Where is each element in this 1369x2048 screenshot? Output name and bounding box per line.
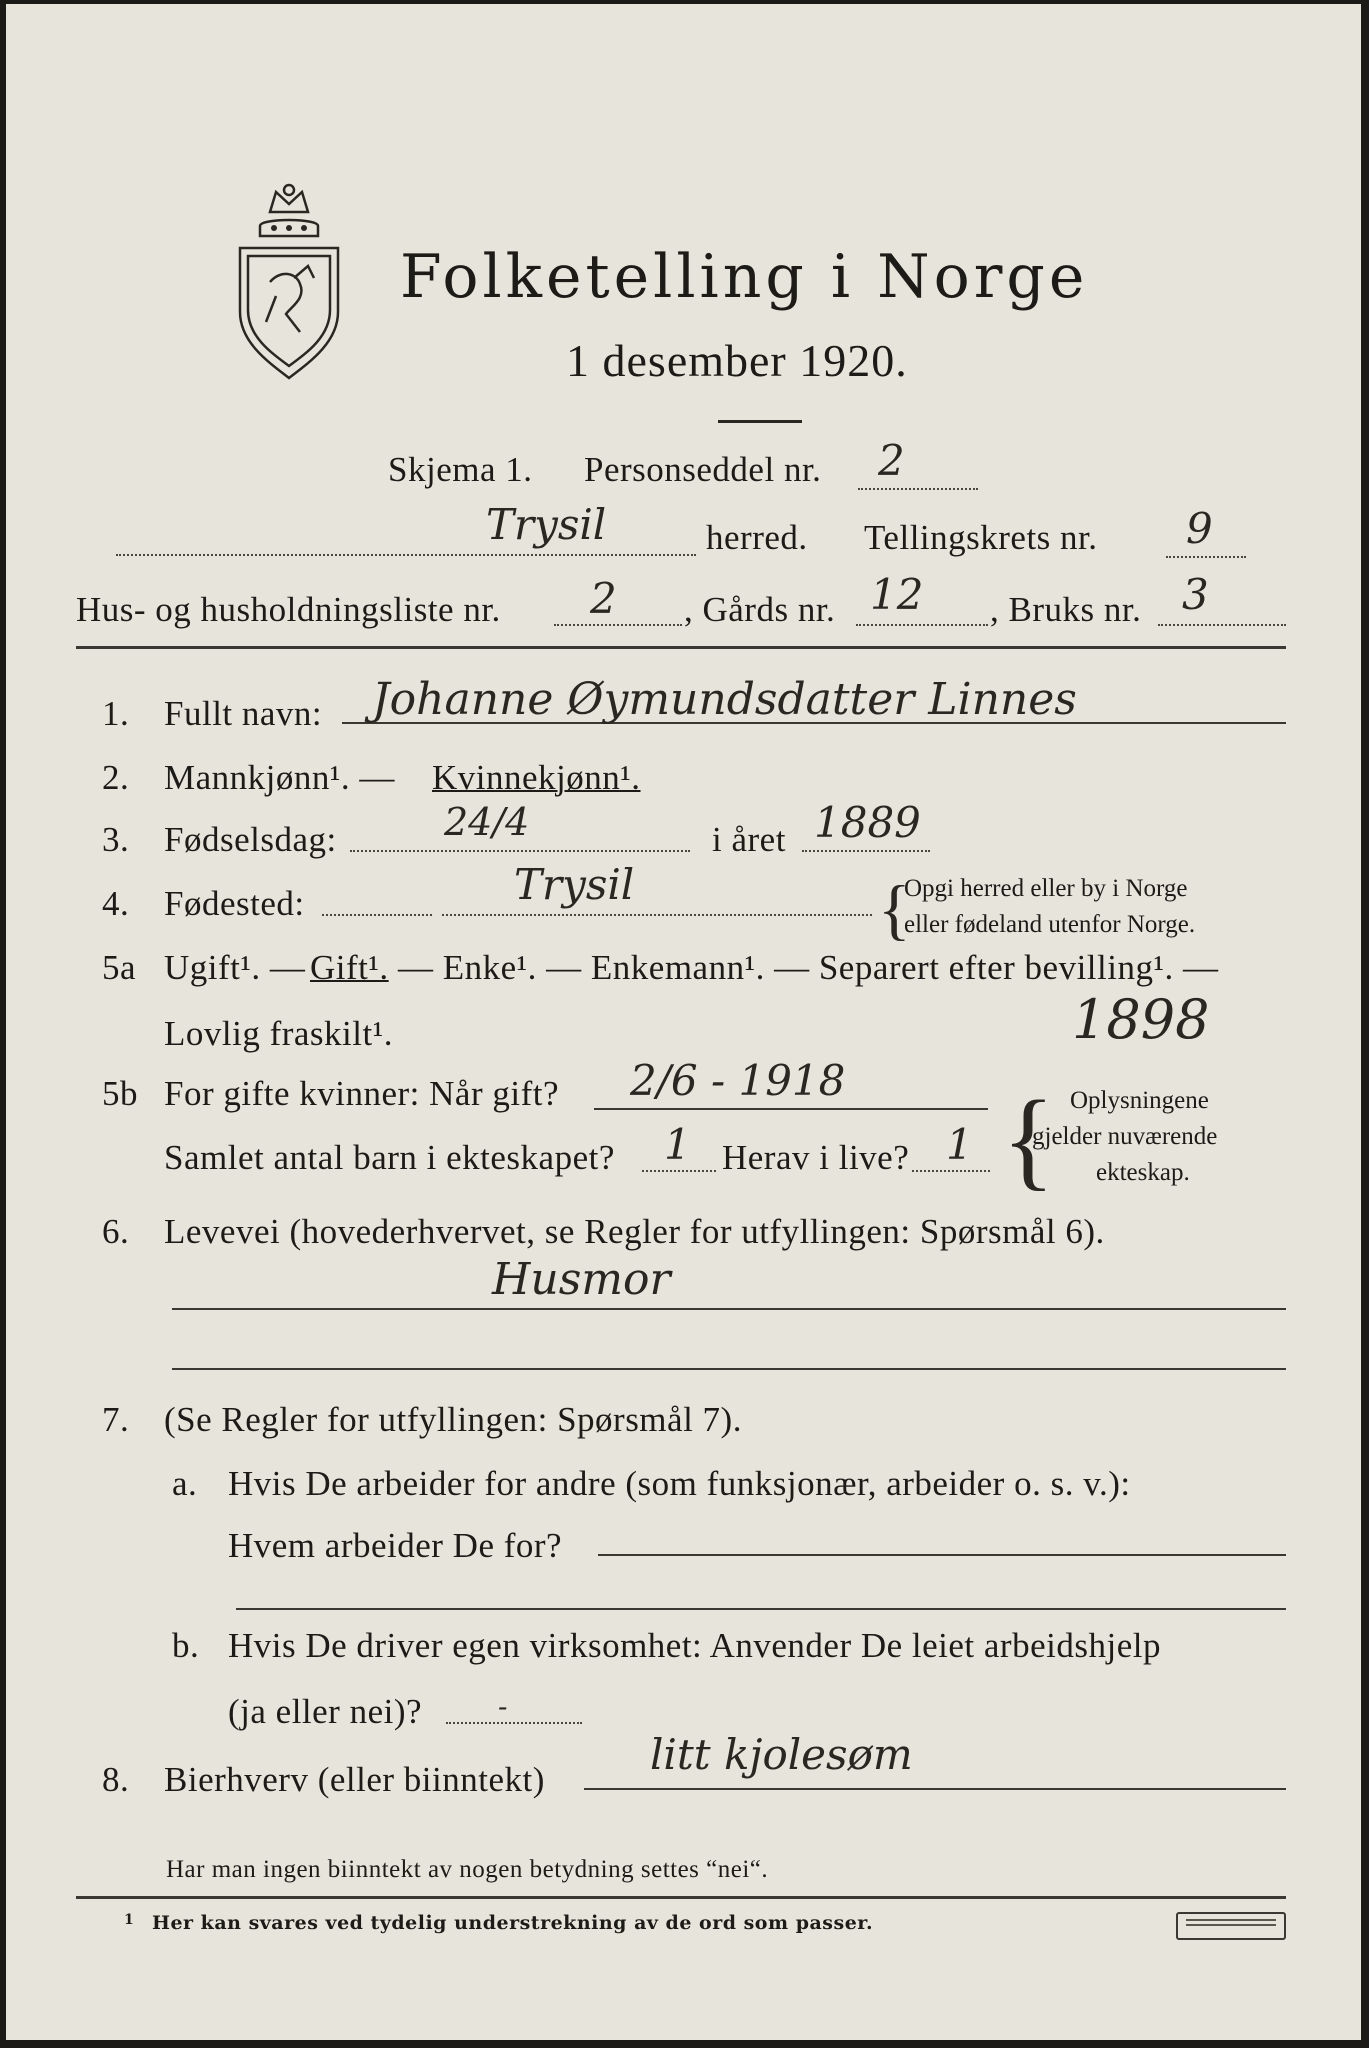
- q8-number: 8.: [102, 1760, 130, 1799]
- children-value[interactable]: 1: [664, 1120, 691, 1169]
- birthplace-line-b: [442, 914, 872, 916]
- personseddel-value[interactable]: 2: [878, 436, 905, 485]
- q4-label: Fødested:: [164, 884, 305, 923]
- q1-number: 1.: [102, 694, 130, 733]
- q6-label: Levevei (hovederhvervet, se Regler for utfyllingen: Spørsmål 6).: [164, 1212, 1105, 1251]
- status-gift-option[interactable]: Gift¹.: [310, 948, 389, 987]
- q5b-label: For gifte kvinner: Når gift?: [164, 1074, 560, 1113]
- header-separator: [76, 646, 1286, 649]
- hus-line: [554, 624, 682, 626]
- bruks-label: , Bruks nr.: [990, 590, 1142, 629]
- margin-note-year: 1898: [1072, 988, 1210, 1051]
- gender-female-option[interactable]: Kvinnekjønn¹.: [432, 758, 641, 797]
- year-label: i året: [712, 820, 786, 859]
- hus-value[interactable]: 2: [590, 574, 617, 623]
- q7-number: 7.: [102, 1400, 130, 1439]
- q4-note-1: Opgi herred eller by i Norge: [904, 875, 1188, 902]
- status-ugift-option[interactable]: Ugift¹. —: [164, 948, 306, 987]
- personseddel-label: Personseddel nr.: [584, 450, 822, 489]
- herred-line: [116, 554, 696, 556]
- printer-stamp: [1176, 1912, 1286, 1940]
- employer-line: [598, 1554, 1286, 1556]
- census-date: 1 desember 1920.: [566, 335, 908, 386]
- gards-value[interactable]: 12: [870, 570, 924, 619]
- tellingskrets-label: Tellingskrets nr.: [864, 518, 1098, 557]
- side-income-line: [584, 1788, 1286, 1790]
- marriage-date-line: [594, 1108, 988, 1110]
- children-line: [642, 1170, 716, 1172]
- alive-line: [912, 1170, 990, 1172]
- q4-note-2: eller fødeland utenfor Norge.: [904, 911, 1196, 938]
- hus-label: Hus- og husholdningsliste nr.: [76, 590, 501, 629]
- side-income-value[interactable]: litt kjolesøm: [650, 1730, 913, 1779]
- biinntekt-note: Har man ingen biinntekt av nogen betydning settes “nei“.: [166, 1856, 769, 1883]
- gards-label: , Gårds nr.: [684, 590, 836, 629]
- bruks-value[interactable]: 3: [1182, 570, 1209, 619]
- q4-brace: {: [878, 871, 911, 947]
- alive-label: Herav i live?: [722, 1138, 910, 1177]
- employer-line-2: [236, 1608, 1286, 1610]
- q5b-note-1: Oplysningene: [1070, 1087, 1209, 1114]
- q7b-number: b.: [172, 1626, 200, 1665]
- herred-value[interactable]: Trysil: [486, 500, 607, 549]
- children-label: Samlet antal barn i ekteskapet?: [164, 1138, 615, 1177]
- birthday-value[interactable]: 24/4: [444, 800, 530, 844]
- bruks-line: [1158, 624, 1286, 626]
- form-title: Folketelling i Norge: [400, 242, 1089, 312]
- marriage-date-value[interactable]: 2/6 - 1918: [630, 1056, 846, 1105]
- q4-number: 4.: [102, 884, 130, 923]
- q5b-number: 5b: [102, 1074, 138, 1113]
- q3-label: Fødselsdag:: [164, 820, 337, 859]
- q6-line-1: [172, 1308, 1286, 1310]
- herred-label: herred.: [706, 518, 808, 557]
- q5b-note-3: ekteskap.: [1096, 1159, 1190, 1186]
- gender-male-option[interactable]: Mannkjønn¹. —: [164, 758, 395, 797]
- q6-line-2: [172, 1368, 1286, 1370]
- tellingskrets-value[interactable]: 9: [1186, 504, 1213, 553]
- footnote-text: Her kan svares ved tydelig understrekning av de ord som passer.: [152, 1912, 874, 1934]
- q2-number: 2.: [102, 758, 130, 797]
- q7a-number: a.: [172, 1464, 198, 1503]
- birthplace-line-a: [322, 914, 432, 916]
- status-fraskilt-option[interactable]: Lovlig fraskilt¹.: [164, 1014, 393, 1053]
- footnote-number: 1: [124, 1912, 134, 1928]
- q1-label: Fullt navn:: [164, 694, 323, 733]
- title-divider: [718, 420, 802, 423]
- personseddel-line: [858, 488, 978, 490]
- q3-number: 3.: [102, 820, 130, 859]
- gards-line: [856, 624, 988, 626]
- skjema-label: Skjema 1.: [388, 450, 533, 489]
- coat-of-arms-icon: [230, 182, 348, 382]
- birth-year-value[interactable]: 1889: [814, 798, 921, 847]
- alive-value[interactable]: 1: [946, 1120, 973, 1169]
- status-other-options[interactable]: — Enke¹. — Enkemann¹. — Separert efter bevilling¹. —: [398, 948, 1219, 987]
- footer-separator: [76, 1896, 1286, 1899]
- q5a-number: 5a: [102, 948, 137, 987]
- q8-label: Bierhverv (eller biinntekt): [164, 1760, 545, 1799]
- birthplace-value[interactable]: Trysil: [514, 860, 635, 909]
- birthday-line: [350, 850, 690, 852]
- hired-help-line: [446, 1722, 582, 1724]
- q7a-label: Hvis De arbeider for andre (som funksjonær, arbeider o. s. v.):: [228, 1464, 1131, 1503]
- q7b-line2-label: (ja eller nei)?: [228, 1692, 423, 1731]
- q7a-line2-label: Hvem arbeider De for?: [228, 1526, 563, 1565]
- q5b-brace: {: [1002, 1078, 1055, 1200]
- q7b-label: Hvis De driver egen virksomhet: Anvender De leiet arbeidshjelp: [228, 1626, 1161, 1665]
- q7-label: (Se Regler for utfyllingen: Spørsmål 7).: [164, 1400, 742, 1439]
- q6-number: 6.: [102, 1212, 130, 1251]
- hired-help-value[interactable]: -: [498, 1690, 508, 1723]
- occupation-value[interactable]: Husmor: [492, 1254, 671, 1305]
- tellingskrets-line: [1166, 556, 1246, 558]
- full-name-value[interactable]: Johanne Øymundsdatter Linnes: [372, 674, 1077, 725]
- q5b-note-2: gjelder nuværende: [1032, 1123, 1218, 1150]
- census-form-page: [6, 4, 1361, 2040]
- birth-year-line: [802, 850, 930, 852]
